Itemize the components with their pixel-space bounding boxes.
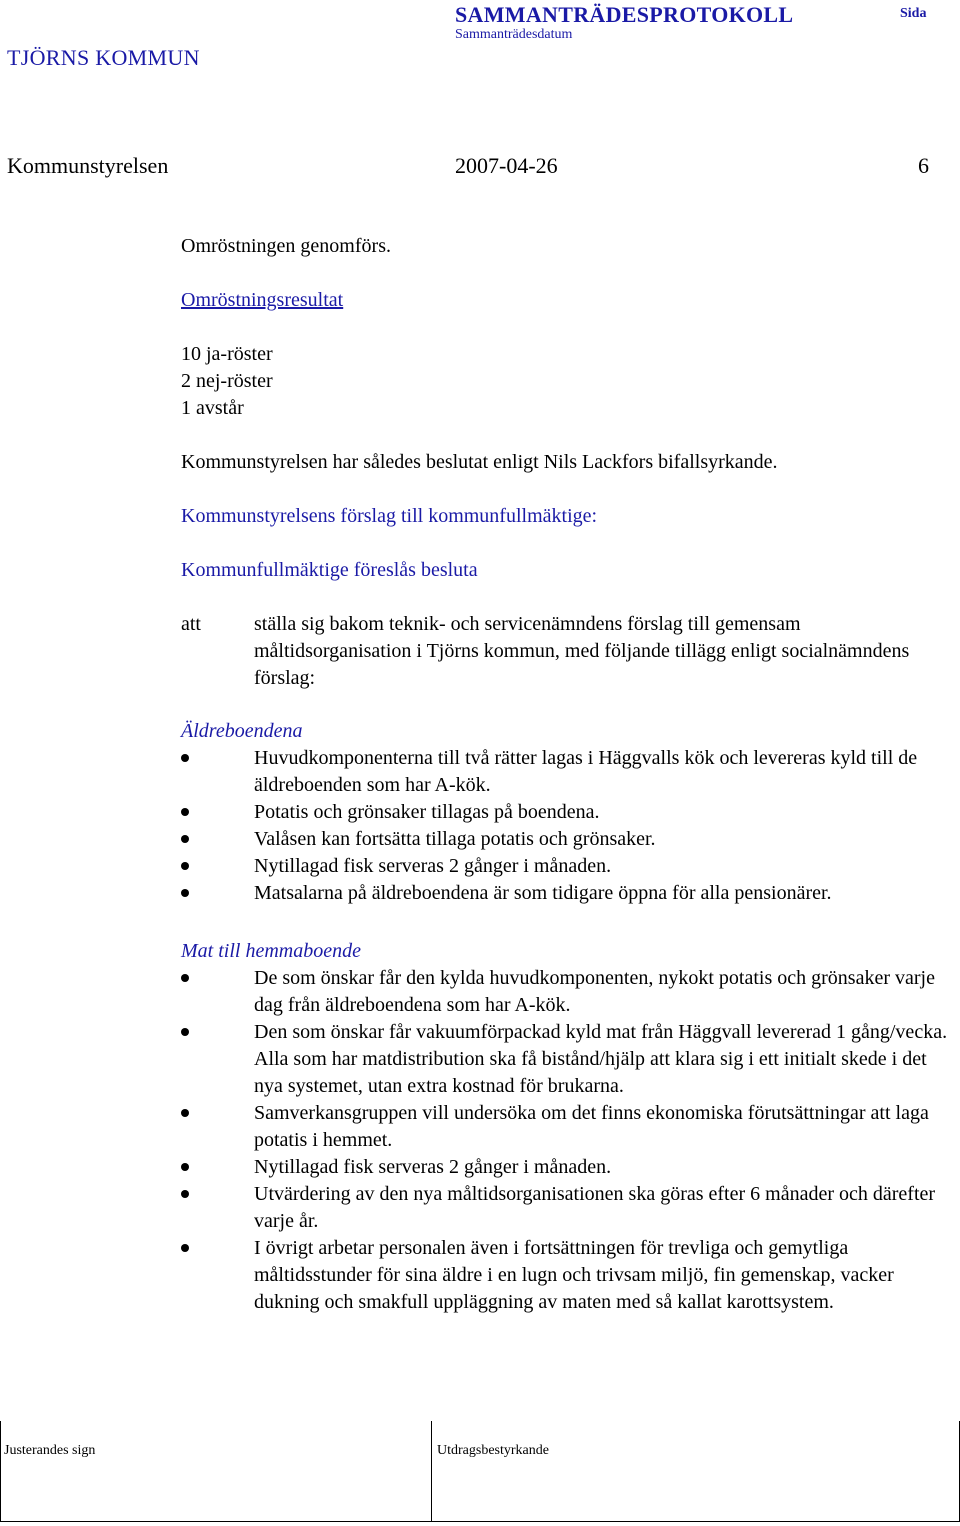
bullet-icon: [181, 974, 189, 982]
meeting-date: 2007-04-26: [455, 153, 558, 178]
bullet-icon: [181, 1190, 189, 1198]
section-home-heading: Mat till hemmaboende: [181, 940, 361, 962]
protocol-title: SAMMANTRÄDESPROTOKOLL: [455, 2, 794, 27]
extract-label: Utdragsbestyrkande: [437, 1443, 549, 1458]
list-item: I övrigt arbetar personalen även i fortsättningen för trevliga och gemytliga måltidsstunder för sina äldre i en lugn och trivsam miljö, fin gemenskap, vacker dukning och smakfull uppläggning av maten med så kallat karottsystem.: [181, 1235, 960, 1316]
proposal-intro: Kommunfullmäktige föreslås besluta: [181, 559, 478, 581]
bullet-icon: [181, 862, 189, 870]
list-item: Huvudkomponenterna till två rätter lagas i Häggvalls kök och levereras kyld till de äldreboenden som har A-kök.: [181, 745, 960, 799]
signature-box: [0, 1421, 432, 1522]
page-number: 6: [918, 153, 929, 178]
signature-label: Justerandes sign: [4, 1443, 96, 1458]
att-label: att: [181, 613, 201, 635]
bullet-icon: [181, 1244, 189, 1252]
vote-result-heading: Omröstningsresultat: [181, 289, 344, 311]
vote-done-text: Omröstningen genomförs.: [181, 235, 391, 257]
list-item: Utvärdering av den nya måltidsorganisationen ska göras efter 6 månader och därefter varje år.: [181, 1181, 960, 1235]
bullet-icon: [181, 1163, 189, 1171]
bullet-icon: [181, 808, 189, 816]
list-item: De som önskar får den kylda huvudkomponenten, nykokt potatis och grönsaker varje dag från äldreboendena som har A-kök.: [181, 965, 960, 1019]
list-item: Potatis och grönsaker tillagas på boendena.: [181, 799, 960, 826]
bullet-icon: [181, 1109, 189, 1117]
extract-box: [431, 1421, 960, 1522]
vote-abstain: 1 avstår: [181, 397, 244, 419]
list-item: Valåsen kan fortsätta tillaga potatis och grönsaker.: [181, 826, 960, 853]
bullet-icon: [181, 1028, 189, 1036]
bullet-icon: [181, 889, 189, 897]
att-text: ställa sig bakom teknik- och servicenämndens förslag till gemensam måltidsorganisation i Tjörns kommun, med följande tillägg enligt socialnämndens förslag:: [254, 613, 910, 689]
page-label: Sida: [900, 6, 927, 21]
meeting-date-label: Sammanträdesdatum: [455, 27, 573, 42]
board-name: Kommunstyrelsen: [7, 153, 169, 178]
bullet-icon: [181, 835, 189, 843]
vote-no: 2 nej-röster: [181, 370, 273, 392]
organization-name: TJÖRNS KOMMUN: [7, 45, 200, 70]
list-item: Samverkansgruppen vill undersöka om det finns ekonomiska förutsättningar att laga potatis i hemmet.: [181, 1100, 960, 1154]
list-item: Nytillagad fisk serveras 2 gånger i månaden.: [181, 1154, 960, 1181]
list-item: Nytillagad fisk serveras 2 gånger i månaden.: [181, 853, 960, 880]
section-elderly-list: [181, 745, 960, 907]
bullet-icon: [181, 754, 189, 762]
section-elderly-heading: Äldreboendena: [181, 720, 303, 742]
proposal-heading: Kommunstyrelsens förslag till kommunfullmäktige:: [181, 505, 598, 527]
list-item: Matsalarna på äldreboendena är som tidigare öppna för alla pensionärer.: [181, 880, 960, 907]
decision-text: Kommunstyrelsen har således beslutat enligt Nils Lackfors bifallsyrkande.: [181, 451, 778, 473]
vote-yes: 10 ja-röster: [181, 343, 273, 365]
list-item: Den som önskar får vakuumförpackad kyld mat från Häggvall levererad 1 gång/vecka. Alla som har matdistribution ska få bistånd/hjälp att klara sig i ett initialt skede i det nya systemet, utan extra kostnad för brukarna.: [181, 1019, 960, 1100]
section-home-list: [181, 965, 960, 1316]
